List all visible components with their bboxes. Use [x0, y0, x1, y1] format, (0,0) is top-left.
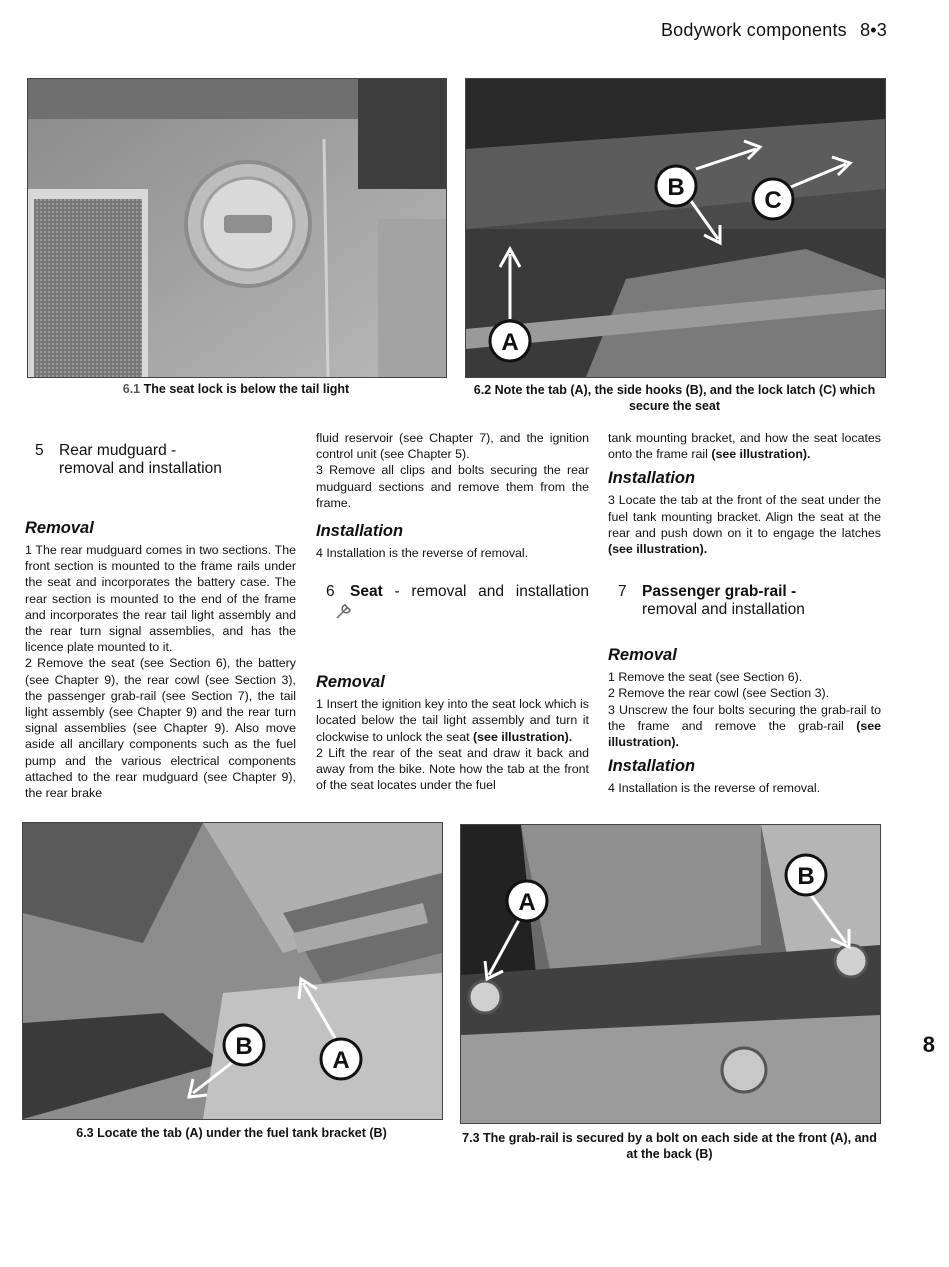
- page-number: 8•3: [860, 20, 887, 40]
- label-b: B: [797, 863, 815, 890]
- section-subtitle: removal and installation: [59, 460, 222, 477]
- caption-6-1: [27, 381, 445, 397]
- installation-heading: Installation: [608, 469, 696, 488]
- caption-text: The seat lock is below the tail light: [143, 382, 350, 396]
- paragraph: 4 Installation is the reverse of removal.: [608, 781, 821, 796]
- caption-number: 7.3: [462, 1131, 480, 1145]
- paragraph: 1 The rear mudguard comes in two sections. The front section is mounted to the frame rails under the seat and incorporates the battery case. The rear section is mounted to the end of the frame and incorporates the rear tail light assembly and the rear turn signal assemblies, and has the licence plate mounted to it.: [25, 543, 296, 655]
- label-a: A: [518, 889, 536, 916]
- section-5-title: [25, 442, 296, 478]
- paragraph: 3 Unscrew the four bolts securing the grab-rail to the frame and remove the grab-rail (see illustration).: [608, 702, 881, 750]
- caption-6-2: [465, 382, 884, 414]
- paragraph: 3 Locate the tab at the front of the seat under the fuel tank mounting bracket. Align the seat at the rear and push down on it to engage the latches (see illustration).: [608, 493, 881, 557]
- paragraph: 2 Lift the rear of the seat and draw it back and away from the bike. Note how the tab at the front of the seat locates under the fuel: [316, 745, 589, 793]
- section-number: 7: [618, 583, 627, 601]
- paragraph: tank mounting bracket, and how the seat locates onto the frame rail (see illustration).: [608, 431, 881, 462]
- section-title-text: - removal and installation: [382, 583, 589, 601]
- label-b: B: [667, 174, 685, 201]
- paragraph: fluid reservoir (see Chapter 7), and the ignition control unit (see Chapter 5).: [316, 431, 589, 462]
- paragraph: 4 Installation is the reverse of removal.: [316, 546, 529, 561]
- section-title-text: Passenger grab-rail -: [642, 583, 797, 601]
- running-header: [661, 20, 887, 41]
- spanner-icon: [334, 601, 354, 626]
- photo-6-2: [465, 78, 886, 378]
- installation-heading: Installation: [316, 522, 404, 541]
- column-2: [316, 430, 589, 793]
- column-3: [608, 430, 881, 796]
- caption-text: Note the tab (A), the side hooks (B), and the lock latch (C) which secure the seat: [494, 383, 876, 413]
- caption-7-3: [455, 1130, 884, 1162]
- section-title-bold: Seat: [350, 583, 383, 601]
- photo-6-1: [27, 78, 447, 378]
- label-b: B: [235, 1033, 253, 1060]
- label-a: A: [501, 329, 519, 356]
- section-7-title: [608, 583, 881, 619]
- section-title-text: Rear mudguard -: [59, 442, 177, 459]
- section-number: 5: [35, 442, 44, 459]
- removal-heading: Removal: [608, 646, 677, 665]
- photo-6-3: [22, 822, 443, 1120]
- photo-7-3: [460, 824, 881, 1124]
- removal-heading: Removal: [25, 519, 94, 537]
- paragraph: 2 Remove the rear cowl (see Section 3).: [608, 686, 830, 701]
- installation-heading: Installation: [608, 757, 696, 776]
- label-c: C: [764, 187, 782, 214]
- paragraph: 2 Remove the seat (see Section 6), the battery (see Chapter 9), the rear cowl (see Section 3), the passenger grab-rail (see Section 7), the tail light assembly (see Chapter 9) and the rear turn signal assemblies (see Chapter 9). Also move aside all ancillary components such as the fuel pump and the various electrical components attached to the rear mudguard (see Chapter 9), the rear brake: [25, 656, 296, 801]
- caption-number: 6.2: [473, 383, 492, 397]
- paragraph: 1 Insert the ignition key into the seat lock which is located below the tail light assembly and turn it clockwise to unlock the seat (see illustration).: [316, 697, 589, 744]
- label-a: A: [332, 1047, 350, 1074]
- header-title: Bodywork components: [660, 20, 847, 40]
- removal-heading: Removal: [316, 673, 385, 692]
- paragraph: 1 Remove the seat (see Section 6).: [608, 670, 803, 685]
- section-subtitle: removal and installation: [642, 601, 805, 619]
- paragraph: 3 Remove all clips and bolts securing the rear mudguard sections and remove them from the frame.: [316, 463, 589, 510]
- caption-6-3: [22, 1125, 441, 1141]
- column-1: [25, 442, 296, 801]
- caption-text: Locate the tab (A) under the fuel tank bracket (B): [97, 1126, 387, 1140]
- caption-number: 6.1: [122, 382, 141, 396]
- section-number: 6: [326, 583, 335, 601]
- chapter-tab-marker: 8: [922, 1032, 935, 1057]
- caption-text: The grab-rail is secured by a bolt on each side at the front (A), and at the back (B): [483, 1131, 877, 1161]
- caption-number: 6.3: [76, 1126, 94, 1140]
- section-6-title: [316, 583, 589, 626]
